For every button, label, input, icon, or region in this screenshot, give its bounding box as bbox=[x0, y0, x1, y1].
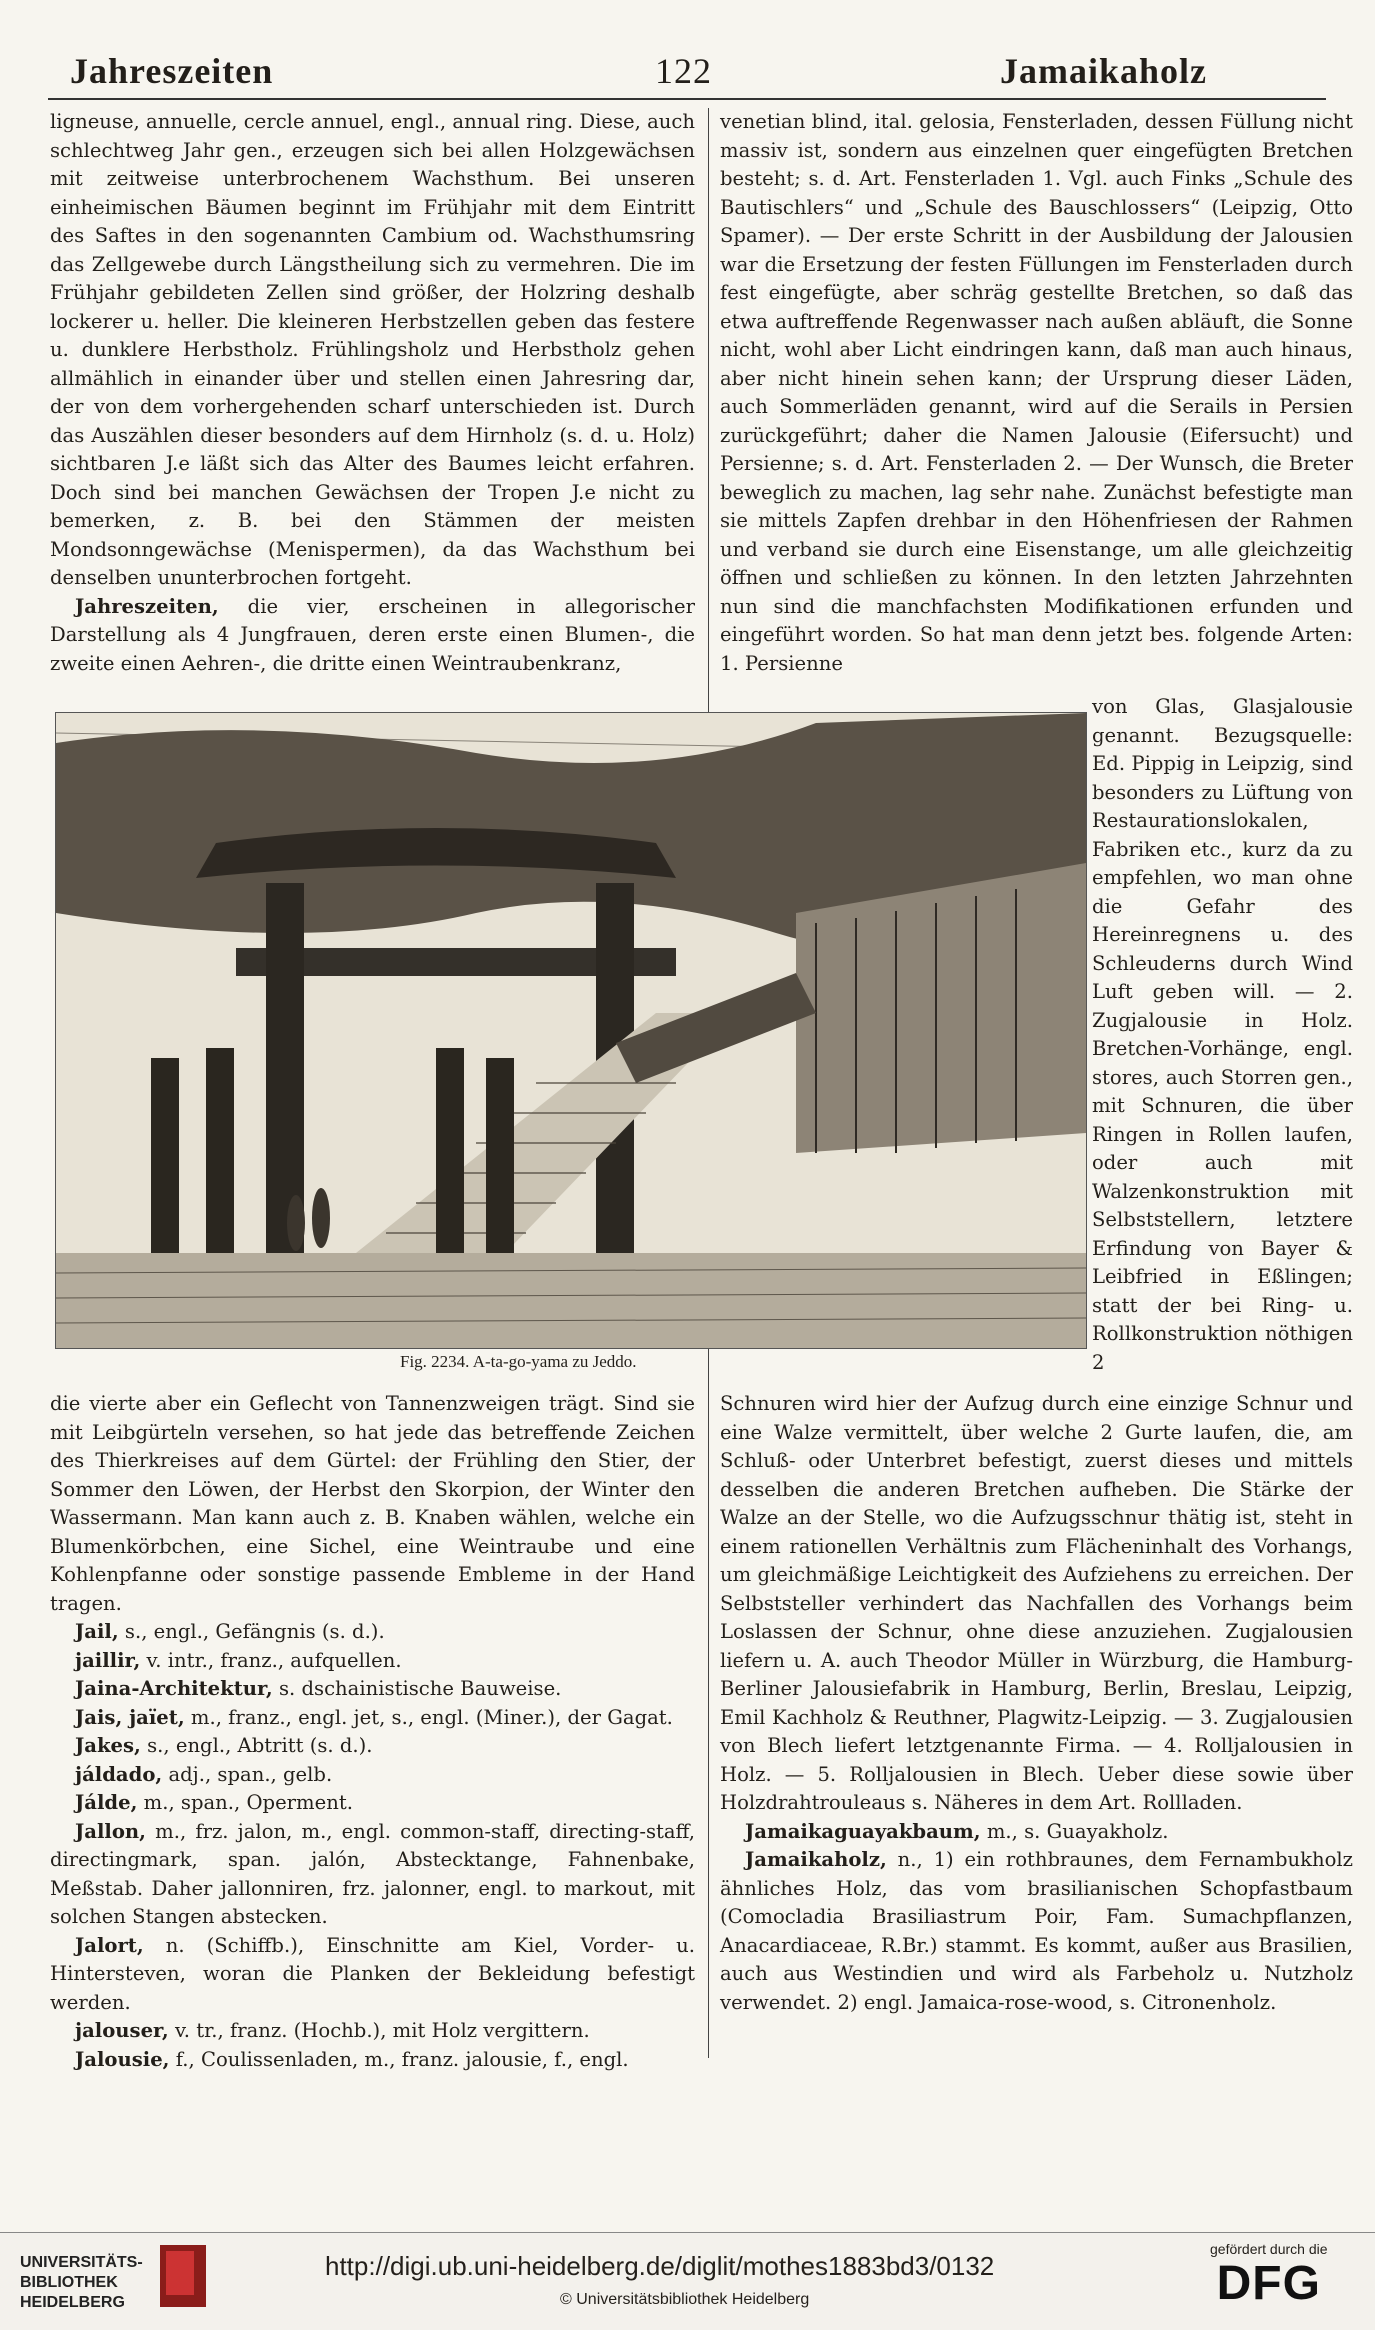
headword: Jallon, bbox=[75, 1819, 146, 1843]
headword: jáldado, bbox=[75, 1762, 163, 1786]
entry-jamaikaholz bbox=[720, 1846, 1353, 2017]
jalousie-suppliers: Schnuren wird hier der Aufzug durch eine einzige Schnur und eine Walze vermittelt, über welche 2 Gurte laufen, die, am Schluß- oder Unterbret befestigt, zuerst dieses und mittels desselben die anderen Bretchen aufheben. Die Stärke der Walze an der Stelle, wo die Aufzugsschnur thätig ist, steht in einem rationellen Verhältnis zum Flächeninhalt des Vorhangs, um gleichmäßige Leichtigkeit des Aufziehens zu erreichen. Der Selbststeller verhindert das Nachfallen des Vorhangs beim Loslassen der Schnur, ohne diese anzuziehen. Zugjalousien liefern u. A. auch Theodor Müller in Würzburg, die Hamburg-Berliner Jalousiefabrik in Hamburg, Berlin, Breslau, Leipzig, Emil Kachholz & Reuthner, Plagwitz-Leipzig. — 3. Zugjalousien von Blech liefert letztgenannte Firma. — 4. Rolljalousien in Holz. — 5. Rolljalousien in Blech. Ueber diese sowie über Holzdrahtrouleaus s. Näheres in dem Art. Rollladen. bbox=[720, 1392, 1353, 1814]
entry-jaldado bbox=[50, 1761, 695, 1790]
entry-text: v. intr., franz., aufquellen. bbox=[140, 1648, 402, 1672]
jahresring-text: ligneuse, annuelle, cercle annuel, engl., annual ring. Diese, auch schlechtweg Jahr gen., erzeugen sich bei allen Holzgewächsen mit zeitweise unterbrochenem Wachsthum. Bei unseren einheimischen Bäumen beginnt im Frühjahr mit dem Eintritt des Saftes in den sogenannten Cambium od. Wachsthumsring das Zellgewebe durch Längstheilung sich zu vermehren. Die im Frühjahr gebildeten Zellen sind größer, der Holzring deshalb lockerer u. heller. Die kleineren Herbstzellen geben das festere u. dunklere Herbstholz. Frühlingsholz und Herbstholz gehen allmählich in einander über und stellen einen Jahresring dar, der von dem vorhergehenden scharf unterschieden ist. Durch das Auszählen dieser besonders auf dem Hirnholz (s. d. u. Holz) sichtbaren J.e läßt sich das Alter des Baumes leicht erfahren. Doch sind bei manchen Gewächsen der Tropen J.e nicht zu bemerken, z. B. bei den Stämmen der meisten Mondsonngewächse (Menispermen), da das Wachsthum bei denselben ununterbrochen fortgeht. bbox=[50, 110, 695, 589]
entry-text: adj., span., gelb. bbox=[162, 1762, 333, 1786]
entry-jahreszeiten bbox=[50, 593, 695, 679]
entry-jail bbox=[50, 1618, 695, 1647]
left-column-bottom bbox=[50, 1390, 695, 2074]
figure-illustration bbox=[55, 712, 1087, 1349]
entry-text: s., engl., Abtritt (s. d.). bbox=[140, 1734, 373, 1757]
entry-text: m., franz., engl. jet, s., engl. (Miner.), der Gagat. bbox=[184, 1705, 673, 1729]
library-logo-mark bbox=[166, 2251, 194, 2295]
entry-jalort bbox=[50, 1932, 695, 2018]
entry-text: f., Coulissenladen, m., franz. jalousie, f., engl. bbox=[169, 2047, 629, 2071]
entry-text: n., 1) ein rothbraunes, dem Fernambukholz ähnliches Holz, das vom brasilianischen Schopfastbaum (Comocladia Brasiliastrum Poir, Fam. Sumachpflanzen, Anacardiaceae, R.Br.) stammt. Es kommt, außer aus Brasilien, auch aus Westindien und wird als Farbeholz u. Nutzholz verwendet. 2) engl. Jamaica-rose-wood, s. Citronenholz. bbox=[720, 1848, 1353, 2014]
header-left-word: Jahreszeiten bbox=[70, 51, 274, 91]
jahreszeiten-continuation: die vierte aber ein Geflecht von Tannenzweigen trägt. Sind sie mit Leibgürteln versehen, so hat jede das betreffende Zeichen des Thierkreises auf dem Gürtel: der Frühling den Stier, der Sommer den Löwen, der Herbst den Skorpion, der Winter den Wassermann. Man kann auch z. B. Knaben wählen, welche ein Blumenkörbchen, eine Sichel, eine Weintraube und eine Kohlenpfanne oder sonstige passende Embleme in der Hand tragen. bbox=[50, 1392, 695, 1615]
right-column-top bbox=[720, 108, 1353, 678]
entry-jalde bbox=[50, 1789, 695, 1818]
headword: Jaina-Architektur, bbox=[75, 1677, 273, 1700]
entry-jalousie bbox=[50, 2046, 695, 2075]
headword: Jamaikaholz, bbox=[745, 1848, 887, 1871]
headword: Jahreszeiten, bbox=[75, 594, 219, 618]
entry-jaina-architektur bbox=[50, 1675, 695, 1704]
entry-jamaikaguayakbaum bbox=[720, 1818, 1353, 1847]
headword: Jalousie, bbox=[75, 2047, 170, 2071]
figure-caption: Fig. 2234. A-ta-go-yama zu Jeddo. bbox=[400, 1352, 637, 1371]
right-column-beside-figure bbox=[1092, 693, 1353, 1377]
headword: Jamaikaguayakbaum, bbox=[745, 1819, 981, 1843]
entry-text: m., s. Guayakholz. bbox=[980, 1819, 1169, 1843]
entry-text: s. dschainistische Bauweise. bbox=[272, 1677, 562, 1700]
headword: Jais, jaïet, bbox=[75, 1705, 185, 1729]
funding-note: gefördert durch die bbox=[1210, 2241, 1328, 2257]
dfg-logo bbox=[1210, 2241, 1328, 2311]
headword: jalouser, bbox=[75, 2019, 169, 2042]
permalink-url[interactable]: http://digi.ub.uni-heidelberg.de/diglit/mothes1883bd3/0132 bbox=[325, 2251, 995, 2281]
torii-gate-engraving bbox=[56, 713, 1086, 1348]
copyright-notice: © Universitätsbibliothek Heidelberg bbox=[560, 2291, 810, 2308]
digitization-footer bbox=[0, 2232, 1375, 2330]
left-column-top bbox=[50, 108, 695, 678]
entry-text: m., frz. jalon, m., engl. common-staff, directing-staff, directingmark, span. jalón, Abstecktange, Fahnenbake, Meßstab. Daher jallonniren, frz. jalonner, engl. to markout, mit solchen Stangen abstecken. bbox=[50, 1819, 695, 1928]
headword: Jakes, bbox=[75, 1734, 141, 1757]
library-logo-text: UNIVERSITÄTS-BIBLIOTHEK HEIDELBERG bbox=[20, 2254, 143, 2311]
entry-text: n. (Schiffb.), Einschnitte am Kiel, Vorder- u. Hintersteven, woran die Planken der Bekleidung befestigt werden. bbox=[50, 1933, 695, 2014]
entry-jalouser bbox=[50, 2017, 695, 2046]
headword: Jalort, bbox=[75, 1933, 144, 1957]
entry-jais bbox=[50, 1704, 695, 1733]
entry-jakes bbox=[50, 1732, 695, 1761]
entry-jallon bbox=[50, 1818, 695, 1932]
entry-text: die vier, erscheinen in allegorischer Darstellung als 4 Jungfrauen, deren erste einen Blumen-, die zweite einen Aehren-, die dritte einen Weintraubenkranz, bbox=[50, 594, 695, 675]
header-rule bbox=[48, 98, 1326, 100]
dfg-logo-text: DFG bbox=[1216, 2257, 1321, 2310]
headword: jaillir, bbox=[75, 1648, 141, 1672]
entry-text: s., engl., Gefängnis (s. d.). bbox=[118, 1620, 385, 1643]
jalousie-continuation: venetian blind, ital. gelosia, Fensterladen, dessen Füllung nicht massiv ist, sondern aus einzelnen quer eingefügten Bretchen besteht; s. d. Art. Fensterladen 1. Vgl. auch Finks „Schule des Bautischlers“ und „Schule des Bauschlossers“ (Leipzig, Otto Spamer). — Der erste Schritt in der Ausbildung der Jalousien war die Ersetzung der festen Füllungen im Fensterladen durch fest eingefügte, aber schräg gestellte Bretchen, so daß das etwa auftreffende Regenwasser nach außen abläuft, die Sonne nicht, wohl aber Licht eindringen kann, daß man auch hinaus, aber nicht hinein sehen kann; der Ursprung dieser Läden, auch Sommerläden genannt, wird auf die Serails in Persien zurückgeführt; daher die Namen Jalousie (Eifersucht) und Persienne; s. d. Art. Fensterladen 2. — Der Wunsch, die Breter beweglich zu machen, lag sehr nahe. Zunächst befestigte man sie mittels Zapfen drehbar in den Höhenfriesen der Rahmen und verband sie durch eine Eisenstange, um alle gleichzeitig öffnen und schließen zu können. In den letzten Jahrzehnten nun sind die manchfachsten Modifikationen erfunden und eingeführt worden. So hat man denn jetzt bes. folgende Arten: 1. Persienne bbox=[720, 110, 1353, 675]
right-column-bottom bbox=[720, 1390, 1353, 2017]
header-right-word: Jamaikaholz bbox=[1000, 51, 1208, 91]
entry-text: v. tr., franz. (Hochb.), mit Holz vergittern. bbox=[168, 2019, 590, 2042]
running-header bbox=[0, 50, 1375, 110]
page-number: 122 bbox=[655, 51, 712, 91]
entry-jaillir bbox=[50, 1647, 695, 1676]
jalousie-types: von Glas, Glasjalousie genannt. Bezugsquelle: Ed. Pippig in Leipzig, sind besonders zu Lüftung von Restaurationslokalen, Fabriken etc., kurz da zu empfehlen, wo man ohne die Gefahr des Hereinregnens u. des Schleuderns durch Wind Luft geben will. — 2. Zugjalousie in Holz. Bretchen-Vorhänge, engl. stores, auch Storren gen., mit Schnuren, die über Ringen in Rollen laufen, oder auch mit Walzenkonstruktion mit Selbststellern, letztere Erfindung von Bayer & Leibfried in Eßlingen; statt der bei Ring- u. Rollkonstruktion nöthigen 2 bbox=[1092, 695, 1353, 1374]
headword: Jail, bbox=[75, 1620, 119, 1643]
entry-text: m., span., Operment. bbox=[137, 1791, 353, 1814]
headword: Jálde, bbox=[75, 1791, 138, 1814]
